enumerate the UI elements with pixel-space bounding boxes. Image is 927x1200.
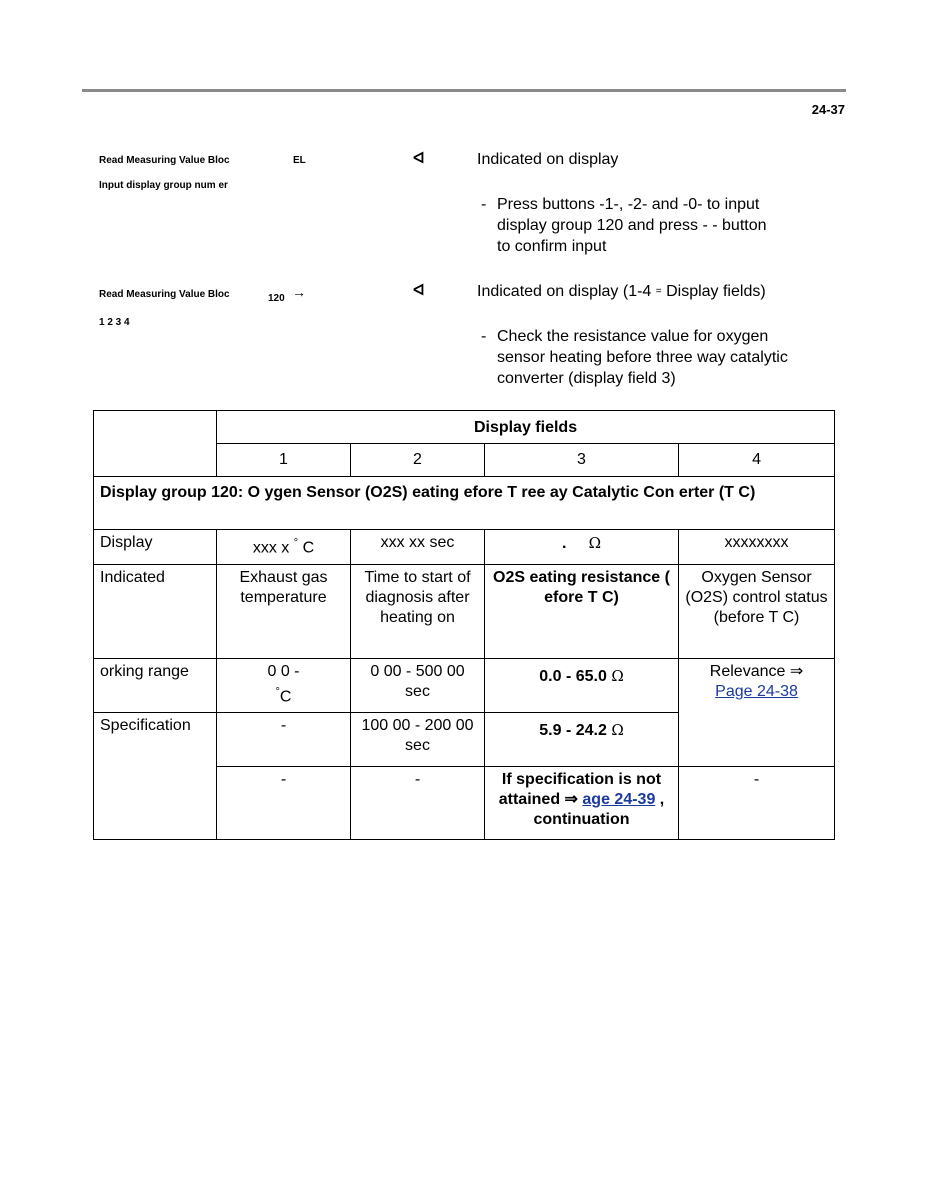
relevance-text: Relevance ⇒: [709, 663, 804, 680]
last-f1: -: [217, 767, 351, 840]
bullet-line: Press buttons -1-, -2- and -0- to input: [497, 196, 760, 213]
last-f3: [485, 767, 679, 840]
spec-f3-value: 5.9 - 24.2: [539, 722, 607, 739]
table-row: [94, 659, 835, 713]
page-link-24-38[interactable]: Page 24-38: [715, 683, 798, 700]
bullet-line: sensor heating before three way catalytic: [497, 349, 788, 366]
working-f4: [679, 659, 835, 767]
step2-indicated-text: [477, 282, 766, 302]
indicated-f3: O2S eating resistance ( efore T C): [485, 565, 679, 659]
working-f1: [217, 659, 351, 713]
step1-indicated-text: Indicated on display: [477, 151, 619, 168]
display-fields-table: [93, 410, 835, 840]
bullet-line: Check the resistance value for oxygen: [497, 328, 769, 345]
indicated-label: Indicated: [94, 565, 217, 659]
display-f3-value: .: [561, 535, 567, 552]
working-f3: [485, 659, 679, 713]
pointer-left-icon: ᐊ: [413, 150, 425, 167]
specification-label: Specification: [94, 713, 217, 840]
step2-bullet: [481, 326, 861, 392]
working-f3-value: 0.0 - 65.0: [539, 668, 607, 685]
display-fields-header: Display fields: [217, 411, 835, 444]
group-title: Display group 120: O ygen Sensor (O2S) eating efore T ree ay Catalytic Con erter (T C): [94, 477, 835, 530]
group-title-row: [94, 477, 835, 530]
display-f3: [485, 530, 679, 565]
bullet-line: converter (display field 3): [497, 370, 676, 387]
display-f1-value: xxx x: [252, 539, 290, 557]
table-row: [94, 565, 835, 659]
bullet-text: [497, 194, 767, 257]
indicated-suffix: Display fields): [666, 283, 766, 300]
continuation-text: , continuation: [533, 791, 665, 828]
display-f2: xxx xx sec: [351, 530, 485, 565]
working-range-label: orking range: [94, 659, 217, 713]
bullet-line: to confirm input: [497, 238, 607, 255]
step1-code: EL: [293, 155, 306, 166]
table-header-row: [94, 411, 835, 444]
step2-code: 120: [268, 293, 285, 304]
pointer-left-icon: ᐊ: [413, 282, 425, 299]
empty-corner-cell: [94, 411, 217, 477]
degree-icon: °: [275, 686, 280, 698]
display-f1-unit: C: [302, 539, 315, 557]
last-f4: -: [679, 767, 835, 840]
field-number-2: 2: [351, 444, 485, 477]
bullet-text: [497, 326, 788, 389]
ohm-icon: Ω: [611, 721, 624, 739]
ohm-icon: Ω: [588, 534, 602, 552]
display-label: Display: [94, 530, 217, 565]
right-arrow-icon: →: [292, 284, 306, 300]
step2-label-line1: Read Measuring Value Bloc: [99, 289, 230, 300]
degree-icon: °: [293, 537, 299, 549]
indicated-f4: Oxygen Sensor (O2S) control status (before T C): [679, 565, 835, 659]
last-f2: -: [351, 767, 485, 840]
header-rule: [82, 89, 846, 92]
display-f4: xxxxxxxx: [679, 530, 835, 565]
bullet-dash: -: [481, 196, 487, 213]
working-f2: 0 00 - 500 00 sec: [351, 659, 485, 713]
table-row: [94, 530, 835, 565]
step1-label-line1: Read Measuring Value Bloc: [99, 155, 230, 166]
step2-label-line2: 1 2 3 4: [99, 317, 130, 328]
page-number: 24-37: [811, 102, 845, 117]
spec-f2: 100 00 - 200 00 sec: [351, 713, 485, 767]
page-link-24-39[interactable]: age 24-39: [582, 791, 656, 808]
field-number-3: 3: [485, 444, 679, 477]
equals-icon: =: [655, 286, 662, 297]
indicated-f1: Exhaust gas temperature: [217, 565, 351, 659]
bullet-dash: -: [481, 328, 487, 345]
step1-label-line2: Input display group num er: [99, 180, 228, 191]
working-f1-value: 0 0 -: [267, 663, 300, 680]
field-number-4: 4: [679, 444, 835, 477]
indicated-f2: Time to start of diagnosis after heating on: [351, 565, 485, 659]
spec-f3: [485, 713, 679, 767]
step1-bullet: [481, 194, 841, 260]
field-number-1: 1: [217, 444, 351, 477]
spec-f1: -: [217, 713, 351, 767]
working-f1-unit: C: [279, 688, 292, 706]
indicated-prefix: Indicated on display (1-4: [477, 283, 652, 300]
bullet-line: display group 120 and press - - button: [497, 217, 767, 234]
ohm-icon: Ω: [611, 667, 624, 685]
spec-not-attained-text: If specification is not attained ⇒: [498, 771, 662, 808]
display-f1: [217, 530, 351, 565]
